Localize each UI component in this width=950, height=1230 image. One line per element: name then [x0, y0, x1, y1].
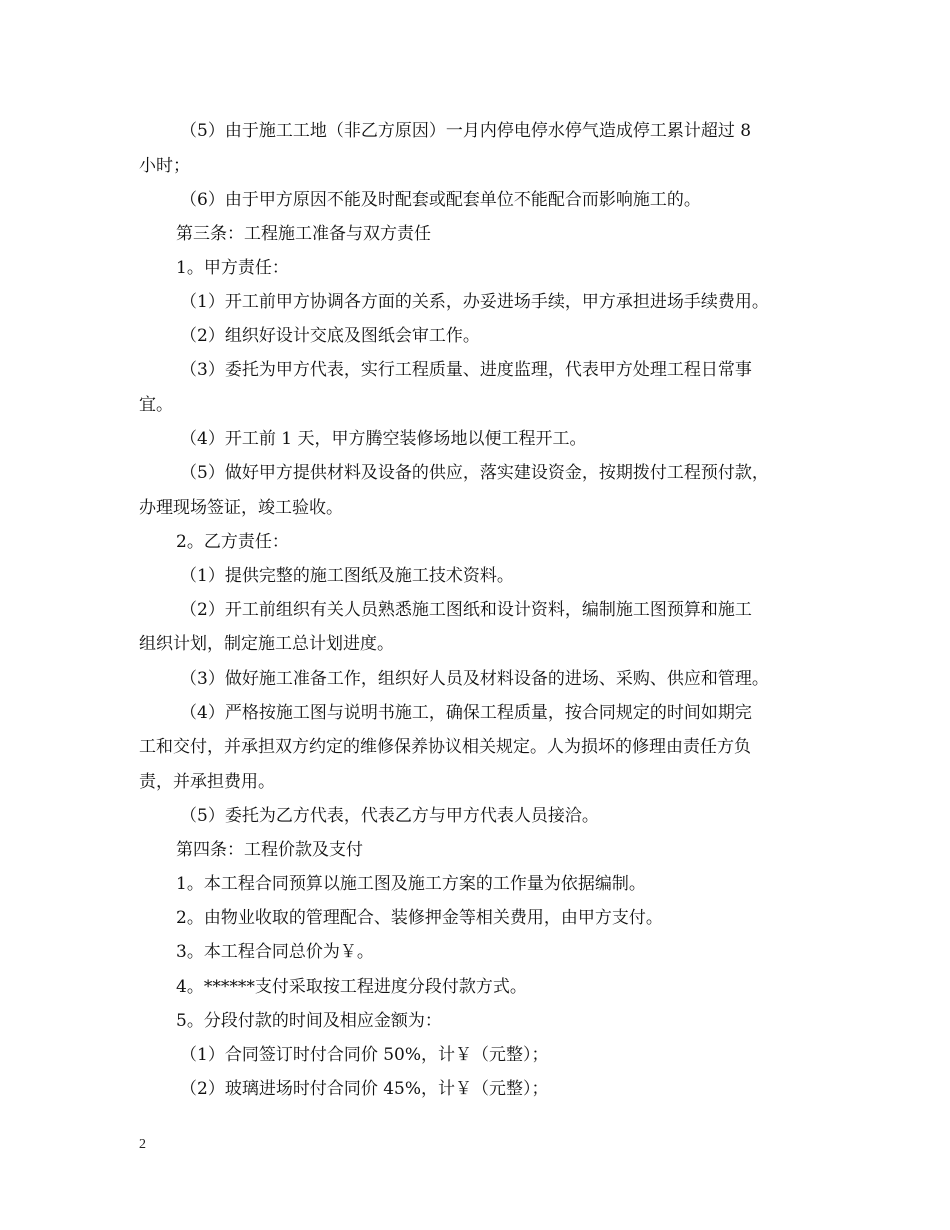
text-line: 1。本工程合同预算以施工图及施工方案的工作量为依据编制。: [176, 874, 646, 894]
text-line: （1）开工前甲方协调各方面的关系，办妥进场手续，甲方承担进场手续费用。: [180, 292, 769, 312]
text-line: 5。分段付款的时间及相应金额为：: [176, 1011, 442, 1031]
text-line: 责，并承担费用。: [139, 772, 275, 792]
text-line: （4）严格按施工图与说明书施工，确保工程质量，按合同规定的时间如期完: [180, 703, 752, 723]
text-line: 办理现场签证，竣工验收。: [139, 498, 343, 518]
text-line: 2。由物业收取的管理配合、装修押金等相关费用，由甲方支付。: [176, 908, 663, 928]
text-line: （5）做好甲方提供材料及设备的供应，落实建设资金，按期拨付工程预付款，: [180, 463, 769, 483]
text-line: （1）提供完整的施工图纸及施工技术资料。: [180, 566, 514, 586]
text-line: （6）由于甲方原因不能及时配套或配套单位不能配合而影响施工的。: [180, 190, 701, 210]
text-line: 宜。: [139, 395, 173, 415]
subsection-heading: 1。甲方责任：: [176, 258, 289, 278]
text-line: 小时；: [139, 156, 190, 176]
text-line: （1）合同签订时付合同价 50%，计￥（元整）；: [180, 1045, 549, 1065]
text-line: 4。******支付采取按工程进度分段付款方式。: [176, 977, 527, 997]
text-line: 3。本工程合同总价为￥。: [176, 942, 374, 962]
subsection-heading: 2。乙方责任：: [176, 532, 289, 552]
text-line: （5）委托为乙方代表，代表乙方与甲方代表人员接洽。: [180, 806, 599, 826]
text-line: （2）玻璃进场时付合同价 45%，计￥（元整）；: [180, 1079, 549, 1099]
page-number: 2: [139, 1137, 146, 1152]
text-line: 工和交付，并承担双方约定的维修保养协议相关规定。人为损坏的修理由责任方负: [139, 737, 751, 757]
section-heading: 第四条：工程价款及支付: [176, 840, 363, 860]
text-line: （4）开工前 1 天，甲方腾空装修场地以便工程开工。: [180, 429, 587, 449]
text-line: （3）做好施工准备工作，组织好人员及材料设备的进场、采购、供应和管理。: [180, 669, 769, 689]
text-line: （3）委托为甲方代表，实行工程质量、进度监理，代表甲方处理工程日常事: [180, 360, 752, 380]
section-heading: 第三条：工程施工准备与双方责任: [176, 224, 431, 244]
text-line: （2）开工前组织有关人员熟悉施工图纸和设计资料，编制施工图预算和施工: [180, 600, 752, 620]
text-line: 组织计划，制定施工总计划进度。: [139, 634, 394, 654]
text-line: （2）组织好设计交底及图纸会审工作。: [180, 326, 480, 346]
text-line: （5）由于施工工地（非乙方原因）一月内停电停水停气造成停工累计超过 8: [180, 121, 752, 141]
